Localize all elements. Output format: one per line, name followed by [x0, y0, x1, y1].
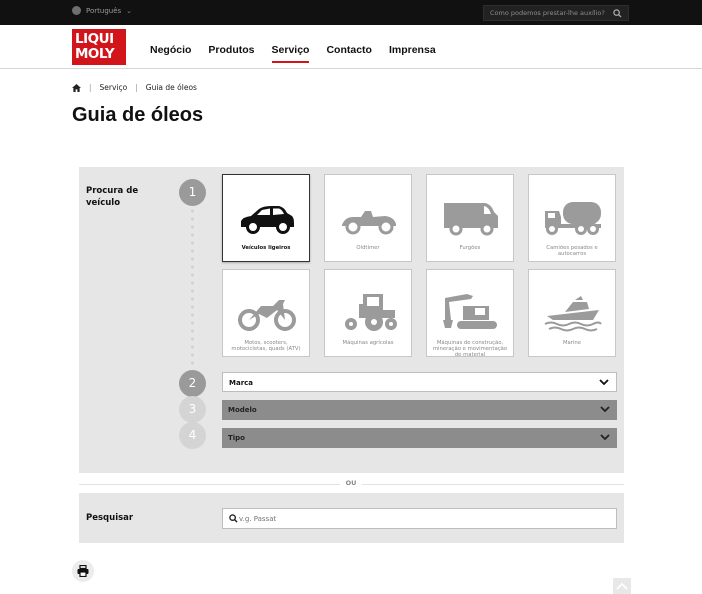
nav-item-servico[interactable]: Serviço: [271, 44, 310, 56]
category-tile-vans[interactable]: [426, 174, 514, 262]
chevron-down-icon: ⌄: [126, 6, 133, 15]
vehicle-search-input[interactable]: [239, 511, 609, 526]
chevron-up-icon: [616, 581, 628, 591]
nav-item-contacto[interactable]: Contacto: [326, 44, 372, 56]
top-bar: [0, 0, 702, 25]
category-label: Furgões: [459, 245, 481, 251]
motorcycle-icon: [237, 292, 297, 332]
scroll-to-top-button[interactable]: [613, 578, 631, 594]
search-label: Pesquisar: [86, 513, 134, 523]
vehicle-search-field[interactable]: [222, 508, 617, 529]
tractor-icon: [339, 292, 399, 332]
logo-line-1: LIQUI: [75, 31, 114, 47]
boat-icon: [543, 292, 603, 332]
language-selector[interactable]: [72, 6, 132, 15]
chevron-down-icon: [599, 378, 609, 386]
category-tile-marine[interactable]: [528, 269, 616, 357]
printer-icon: [77, 565, 89, 577]
main-nav: [150, 44, 453, 56]
breadcrumb-servico[interactable]: Serviço: [99, 83, 128, 92]
category-tile-motorcycles[interactable]: [222, 269, 310, 357]
car-icon: [237, 197, 297, 237]
step-1-badge: 1: [179, 179, 206, 206]
page-title: Guia de óleos: [72, 104, 204, 126]
nav-item-imprensa[interactable]: Imprensa: [388, 44, 436, 56]
breadcrumb: [72, 83, 197, 92]
globe-icon: [72, 6, 81, 15]
van-icon: [441, 197, 501, 237]
nav-item-produtos[interactable]: Produtos: [208, 44, 255, 56]
brand-select[interactable]: [222, 372, 617, 392]
category-label: Máquinas agrícolas: [342, 340, 394, 346]
category-label: Marine: [562, 340, 582, 346]
category-label: Camiões pesados e autocarros: [546, 245, 598, 257]
home-icon[interactable]: [72, 84, 81, 92]
vehicle-search-label: Procura de veículo: [86, 186, 139, 208]
oldtimer-icon: [339, 197, 399, 237]
search-icon[interactable]: [613, 9, 622, 18]
step-3-badge: 3: [179, 396, 206, 423]
category-tile-oldtimer[interactable]: [324, 174, 412, 262]
category-label: Oldtimer: [356, 245, 380, 251]
site-search-placeholder: Como podemos prestar-lhe auxílio?: [490, 9, 605, 17]
truck-icon: [543, 197, 603, 237]
language-label: Português: [86, 6, 122, 15]
main-header: [0, 25, 702, 69]
category-label: Veículos ligeiros: [241, 245, 291, 251]
type-select-label: Tipo: [228, 434, 245, 442]
category-label: Máquinas de construção, mineração e movimentação de material: [432, 340, 508, 358]
category-tile-trucks[interactable]: [528, 174, 616, 262]
logo-line-2: MOLY: [75, 46, 115, 62]
breadcrumb-separator: |: [135, 83, 138, 92]
site-search-field[interactable]: [483, 5, 629, 21]
breadcrumb-separator: |: [89, 83, 92, 92]
type-select[interactable]: [222, 428, 617, 448]
liqui-moly-logo[interactable]: [72, 29, 126, 65]
category-tile-agricultural[interactable]: [324, 269, 412, 357]
or-divider: OU: [340, 479, 362, 487]
nav-item-negocio[interactable]: Negócio: [150, 44, 192, 56]
search-icon: [229, 514, 238, 523]
chevron-down-icon: [600, 405, 610, 413]
breadcrumb-current: Guia de óleos: [145, 83, 197, 92]
excavator-icon: [441, 292, 501, 332]
model-select[interactable]: [222, 400, 617, 420]
category-tile-construction[interactable]: [426, 269, 514, 357]
model-select-label: Modelo: [228, 406, 257, 414]
brand-select-label: Marca: [229, 379, 254, 387]
step-4-badge: 4: [179, 422, 206, 449]
step-connector: [191, 207, 194, 367]
chevron-down-icon: [600, 433, 610, 441]
print-button[interactable]: [72, 560, 94, 582]
step-2-badge: 2: [179, 370, 206, 397]
category-label: Motos, scooters, motocicletas, quads (ATV): [231, 340, 301, 352]
category-tile-cars[interactable]: [222, 174, 310, 262]
